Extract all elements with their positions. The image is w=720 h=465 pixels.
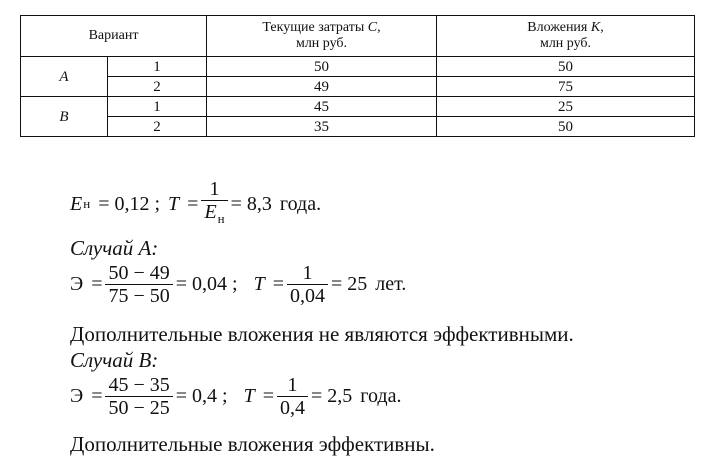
fraction-denominator: 0,4 xyxy=(277,396,308,419)
case-a-conclusion: Дополнительные вложения не являются эффективными. xyxy=(70,322,574,346)
t-equals: = xyxy=(187,192,199,215)
costs-cell: 45 xyxy=(207,97,437,117)
fraction-numerator: 45 − 35 xyxy=(108,374,170,396)
case-b-conclusion: Дополнительные вложения эффективны. xyxy=(70,432,435,456)
payback-result: = 2,5 xyxy=(311,385,353,407)
header-costs-unit: млн руб. xyxy=(295,36,348,51)
den-symbol: E xyxy=(204,201,217,223)
t-symbol: T xyxy=(243,385,255,407)
formula-case-b xyxy=(70,374,401,419)
t-equals: = xyxy=(262,385,275,407)
formula-case-a xyxy=(70,262,406,307)
efficiency-symbol: Э xyxy=(70,385,84,407)
fraction-denominator: 0,04 xyxy=(287,284,328,307)
case-b-title: Случай В: xyxy=(70,348,159,372)
efficiency-fraction xyxy=(105,262,172,307)
header-current-costs xyxy=(207,16,437,57)
table-row xyxy=(21,97,695,117)
payback-fraction xyxy=(201,178,227,230)
payback-result: = 8,3 xyxy=(230,192,272,215)
formula-payback-norm xyxy=(70,178,321,230)
table-row xyxy=(21,117,695,137)
header-investments xyxy=(437,16,695,57)
fraction-numerator: 50 − 49 xyxy=(108,262,170,284)
payback-fraction xyxy=(277,374,308,419)
efficiency-symbol: Э xyxy=(70,273,84,295)
case-a-title: Случай А: xyxy=(70,236,159,260)
payback-unit: года. xyxy=(279,192,322,215)
subvariant-cell: 2 xyxy=(108,117,207,137)
variant-a-cell: A xyxy=(21,57,108,97)
header-invest-unit: млн руб. xyxy=(539,36,592,51)
payback-unit: лет. xyxy=(375,273,407,295)
header-invest-symbol: K xyxy=(590,20,601,35)
invest-cell: 50 xyxy=(437,117,695,137)
efficiency-equals: = xyxy=(91,273,103,295)
subvariant-cell: 1 xyxy=(108,57,207,77)
fraction-numerator: 1 xyxy=(287,374,298,396)
payback-unit: года. xyxy=(360,385,402,407)
fraction-denominator xyxy=(201,200,227,230)
invest-cell: 75 xyxy=(437,77,695,97)
header-costs-symbol: C xyxy=(367,20,378,35)
costs-cell: 50 xyxy=(207,57,437,77)
costs-cell: 49 xyxy=(207,77,437,97)
efficiency-equals: = xyxy=(91,385,103,407)
en-value: = 0,12 ; xyxy=(98,192,161,215)
fraction-denominator: 50 − 25 xyxy=(105,396,172,419)
variants-table xyxy=(20,15,695,137)
table-row xyxy=(21,57,695,77)
invest-cell: 50 xyxy=(437,57,695,77)
header-costs-comma: , xyxy=(377,20,381,35)
variant-b-cell: B xyxy=(21,97,108,137)
subvariant-cell: 2 xyxy=(108,77,207,97)
header-costs-text: Текущие затраты xyxy=(262,20,368,35)
efficiency-value: = 0,04 ; xyxy=(175,273,238,295)
payback-result: = 25 xyxy=(331,273,368,295)
efficiency-value: = 0,4 ; xyxy=(175,385,228,407)
table-row xyxy=(21,77,695,97)
fraction-denominator: 75 − 50 xyxy=(105,284,172,307)
den-subscript: н xyxy=(217,211,225,226)
costs-cell: 35 xyxy=(207,117,437,137)
header-invest-text: Вложения xyxy=(527,20,591,35)
en-symbol: E xyxy=(70,192,83,215)
header-variant: Вариант xyxy=(21,16,207,57)
subvariant-cell: 1 xyxy=(108,97,207,117)
t-symbol: T xyxy=(168,192,180,215)
t-equals: = xyxy=(272,273,285,295)
fraction-numerator: 1 xyxy=(209,178,220,200)
payback-fraction xyxy=(287,262,328,307)
invest-cell: 25 xyxy=(437,97,695,117)
en-subscript: н xyxy=(83,196,91,211)
header-invest-comma: , xyxy=(600,20,604,35)
t-symbol: T xyxy=(253,273,265,295)
efficiency-fraction xyxy=(105,374,172,419)
fraction-numerator: 1 xyxy=(302,262,313,284)
table-header-row xyxy=(21,16,695,57)
